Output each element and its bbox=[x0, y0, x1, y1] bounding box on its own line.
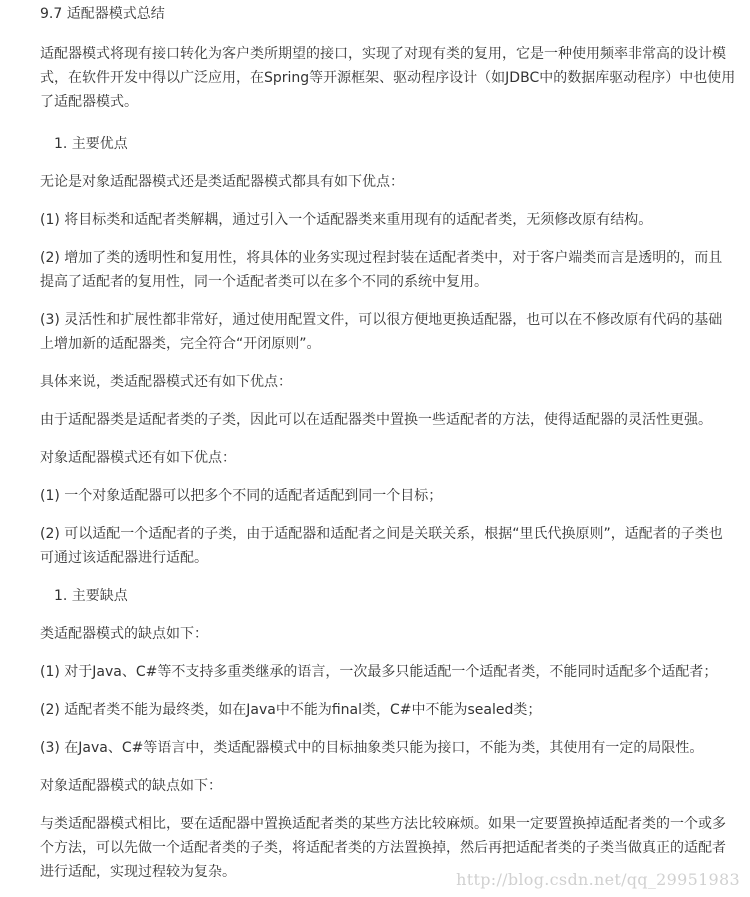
object-adapter-advantage-1: (1) 一个对象适配器可以把多个不同的适配者适配到同一个目标； bbox=[40, 488, 443, 504]
object-adapter-disadvantages-intro: 对象适配器模式的缺点如下： bbox=[40, 778, 222, 794]
class-adapter-advantage: 由于适配器类是适配者类的子类，因此可以在适配器类中置换一些适配者的方法，使得适配器的灵活性更强。 bbox=[40, 412, 712, 428]
article-title: 9.7 适配器模式总结 bbox=[40, 6, 165, 22]
intro-paragraph: 适配器模式将现有接口转化为客户类所期望的接口，实现了对现有类的复用，它是一种使用频率非常高的设计模式，在软件开发中得以广泛应用，在Spring等开源框架、驱动程序设计（如JDBC中的数据库驱动程序）中也使用了适配器模式。 bbox=[40, 46, 736, 110]
object-adapter-disadvantage: 与类适配器模式相比，要在适配器中置换适配者类的某些方法比较麻烦。如果一定要置换掉适配者类的一个或多个方法，可以先做一个适配者类的子类，将适配者类的方法置换掉，然后再把适配者类的子类当做真正的适配者进行适配，实现过程较为复杂。 bbox=[40, 816, 726, 880]
watermark-url: http://blog.csdn.net/qq_29951983 bbox=[456, 870, 740, 889]
disadvantage-item-2: (2) 适配者类不能为最终类，如在Java中不能为final类，C#中不能为sealed类； bbox=[40, 702, 542, 718]
object-adapter-advantage-2: (2) 可以适配一个适配者的子类，由于适配器和适配者之间是关联关系，根据“里氏代换原则”，适配者的子类也可通过该适配器进行适配。 bbox=[40, 526, 723, 566]
article bbox=[40, 0, 736, 884]
advantage-item-2: (2) 增加了类的透明性和复用性，将具体的业务实现过程封装在适配者类中，对于客户端类而言是透明的，而且提高了适配者的复用性，同一个适配者类可以在多个不同的系统中复用。 bbox=[40, 250, 723, 290]
common-advantages-intro: 无论是对象适配器模式还是类适配器模式都具有如下优点： bbox=[40, 174, 404, 190]
object-adapter-advantages-intro: 对象适配器模式还有如下优点： bbox=[40, 450, 236, 466]
section-heading-advantages: 1. 主要优点 bbox=[54, 136, 128, 152]
class-adapter-disadvantages-intro: 类适配器模式的缺点如下： bbox=[40, 626, 208, 642]
section-heading-disadvantages: 1. 主要缺点 bbox=[54, 588, 128, 604]
disadvantage-item-3: (3) 在Java、C#等语言中，类适配器模式中的目标抽象类只能为接口，不能为类，其使用有一定的局限性。 bbox=[40, 740, 704, 756]
advantage-item-3: (3) 灵活性和扩展性都非常好，通过使用配置文件，可以很方便地更换适配器，也可以在不修改原有代码的基础上增加新的适配器类，完全符合“开闭原则”。 bbox=[40, 312, 723, 352]
class-adapter-advantages-intro: 具体来说，类适配器模式还有如下优点： bbox=[40, 374, 292, 390]
advantage-item-1: (1) 将目标类和适配者类解耦，通过引入一个适配器类来重用现有的适配者类，无须修改原有结构。 bbox=[40, 212, 653, 228]
disadvantage-item-1: (1) 对于Java、C#等不支持多重类继承的语言，一次最多只能适配一个适配者类，不能同时适配多个适配者； bbox=[40, 664, 718, 680]
